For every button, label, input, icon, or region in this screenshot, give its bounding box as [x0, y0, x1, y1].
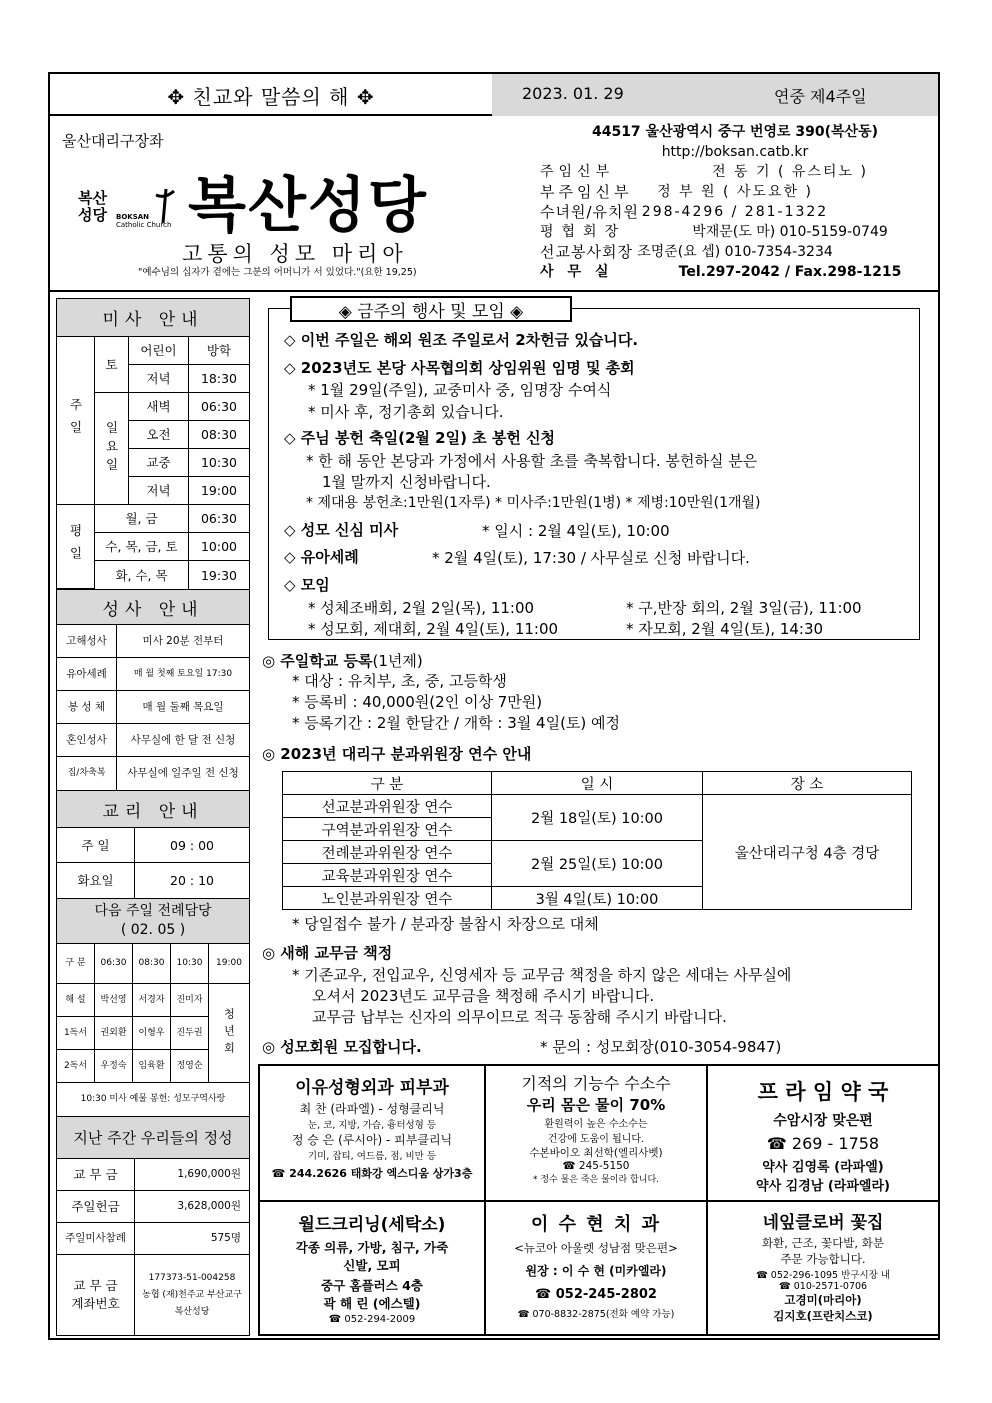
event-line: * 제대용 봉헌초:1만원(1자루) * 미사주:1만원(1병) * 제병:10만원(1개월) [306, 495, 761, 511]
liturgical-week: 연중 제4주일 [774, 87, 867, 106]
catechism-time: 20 : 10 [170, 873, 214, 888]
sacrament-info: 사무실에 한 달 전 신청 [117, 724, 249, 757]
mass-slot: 교중 [129, 449, 189, 477]
event-line: ◇ 모임 [284, 576, 330, 594]
address: 44517 울산광역시 중구 번영로 390(복산동) [591, 124, 879, 140]
account-label: 교 무 금 계좌번호 [57, 1255, 135, 1335]
sunday-label: 주일 [57, 337, 95, 505]
training-table: 구 분 일 시 장 소 선교분과위원장 연수 2월 18일(토) 10:00 울산대리구청 4층 경당 구역분과위원장 연수 전례분과위원장 연수 2월 25일(토) 10:00 교육분과위원장 연수 노인분과위원장 연수 3월 4일(토) 10:00 [282, 771, 912, 910]
account-info: 177373-51-004258 농협 (재)천주교 부산교구 복산성당 [142, 1272, 242, 1317]
liturgy-title: 다음 주일 전례담당 ( 02. 05 ) [57, 898, 249, 944]
tithe-title: ◎ 새해 교무금 책정 [262, 944, 393, 962]
offering-amount: 575명 [135, 1223, 249, 1255]
ad-florist: 네잎클로버 꽃집 화환, 근조, 꽃다발, 화분 주문 가능합니다. ☎ 052-296-1095 반구시장 내 ☎ 010-2571-0706 고경미(마리아) 김지호(프란치스코) [755, 1213, 891, 1323]
recruit-title: ◎ 성모회원 모집합니다. [262, 1038, 422, 1056]
event-line: * 1월 29일(주일), 교중미사 중, 임명장 수여식 [308, 381, 612, 399]
liturgy-head: 06:30 [95, 944, 133, 984]
contact-row: 평협회장 박재문(도 마) 010-5159-0749 [540, 224, 888, 240]
event-line: * 한 해 동안 본당과 가정에서 사용할 초를 축복합니다. 봉헌하실 분은 [306, 452, 758, 470]
mass-slot: 어린이 [129, 337, 189, 365]
catechism-time: 09 : 00 [135, 828, 249, 863]
mass-time: 방학 [189, 337, 249, 365]
event-line: * 성체조배회, 2월 2일(목), 11:00 [308, 599, 535, 617]
weekday-label: 평일 [57, 505, 95, 589]
training-row: 선교분과위원장 연수 [283, 795, 492, 818]
liturgy-person: 서경자 [133, 984, 171, 1017]
event-line: * 일시 : 2월 4일(토), 10:00 [482, 522, 670, 540]
mass-slot: 오전 [129, 421, 189, 449]
event-line: * 미사 후, 정기총회 있습니다. [308, 403, 504, 421]
patron-saint: 고통의 성모 마리아 [182, 242, 408, 266]
sacrament-name: 집/차축복 [57, 757, 117, 790]
ad-pharmacy: 프 라 임 약 국 수암시장 맞은편 ☎ 269 - 1758 약사 김영록 (라파엘) 약사 김경남 (라파엘라) [708, 1066, 938, 1202]
liturgy-note: 10:30 미사 예물 봉헌: 성모구역사랑 [57, 1083, 249, 1117]
sun-label: 일요일 [95, 393, 129, 505]
mass-time: 19:00 [189, 477, 249, 505]
parish-title: 복산성당 [188, 171, 428, 241]
left-column [56, 298, 250, 1336]
logo-korean: 복산 성당 [78, 189, 107, 224]
sat-label: 토 [95, 337, 129, 393]
liturgy-head: 08:30 [133, 944, 171, 984]
events-title: ◈ 금주의 행사 및 모임 ◈ [290, 296, 572, 322]
liturgy-role: 2독서 [57, 1050, 95, 1083]
ad-water: 기적의 기능수 수소수 우리 몸은 물이 70% 환원력이 높은 수소수는 건강에 도움이 됩니다. 수본바이오 최선학(엘리사벳) ☎ 245-5150 * 정수 물은 죽은 물이라 합니다. [486, 1066, 708, 1202]
event-line: ◇ 성모 신심 미사 [284, 521, 399, 539]
sunday-school-title: ◎ 주일학교 등록(1년제) [262, 652, 423, 670]
training-note: * 당일접수 불가 / 분과장 불참시 차장으로 대체 [292, 915, 599, 933]
sacrament-name: 봉 성 체 [57, 691, 117, 724]
event-line: ◇ 주님 봉헌 축일(2월 2일) 초 봉헌 신청 [284, 429, 556, 447]
recruit-contact: * 문의 : 성모회장(010-3054-9847) [540, 1038, 782, 1056]
training-row: 구역분과위원장 연수 [283, 818, 492, 841]
liturgy-head: 10:30 [171, 944, 209, 984]
ads-grid [258, 1064, 940, 1336]
diocese-label: 울산대리구장좌 [62, 132, 164, 150]
contact-row: 선교봉사회장 조명준(요 셉) 010-7354-3234 [540, 243, 833, 261]
mass-time: 10:00 [189, 533, 249, 561]
sunday-school-line: * 등록기간 : 2월 한달간 / 개학 : 3월 4일(토) 예정 [292, 714, 621, 732]
training-row: 교육분과위원장 연수 [283, 864, 492, 887]
sacrament-info: 사무실에 일주일 전 신청 [127, 767, 239, 779]
liturgy-role: 1독서 [57, 1017, 95, 1050]
mass-slot: 새벽 [129, 393, 189, 421]
training-row: 노인분과위원장 연수 [283, 887, 492, 910]
mass-slot: 화, 수, 목 [95, 561, 189, 589]
training-title: ◎ 2023년 대리구 분과위원장 연수 안내 [262, 745, 532, 763]
contact-row: 수녀원/유치원 298-4296 / 281-1322 [540, 203, 829, 221]
liturgy-person: 임육환 [133, 1050, 171, 1083]
event-line: 1월 말까지 신청바랍니다. [322, 473, 491, 491]
sunday-school-line: * 등록비 : 40,000원(2인 이상 7만원) [292, 693, 543, 711]
masthead-divider [50, 290, 938, 292]
sacrament-info: 미사 20분 전부터 [117, 625, 249, 658]
event-line: * 성모회, 제대회, 2월 4일(토), 11:00 [308, 620, 559, 638]
date-box [492, 74, 938, 116]
mass-slot: 수, 목, 금, 토 [95, 533, 189, 561]
mass-title: 미사 안내 [57, 299, 249, 337]
offering-title: 지난 주간 우리들의 정성 [57, 1117, 249, 1159]
tithe-line: 교무금 납부는 신자의 의무이므로 적극 동참해 주시기 바랍니다. [312, 1008, 727, 1026]
motto: ✥ 친교와 말씀의 해 ✥ [167, 84, 375, 109]
catechism-day: 화요일 [57, 863, 135, 898]
event-line: * 구,반장 회의, 2월 3일(금), 11:00 [626, 599, 862, 617]
event-line: * 자모회, 2월 4일(토), 14:30 [626, 620, 824, 638]
sacrament-info: 매 월 둘째 목요일 [117, 691, 249, 724]
ad-clinic: 이유성형외과 피부과 최 찬 (라파엘) - 성형클리닉 눈, 코, 지방, 가슴, 흉터성형 등 정 승 은 (루시아) - 피부클리닉 기미, 잡티, 여드름, 점, 비만 등 ☎ 244.2626 태화강 엑스디움 상가3층 [260, 1066, 486, 1202]
sacrament-name: 혼인성사 [57, 724, 117, 757]
offering-label: 주일헌금 [57, 1191, 135, 1223]
liturgy-person: 우정숙 [95, 1050, 133, 1083]
sacrament-title: 성사 안내 [57, 589, 249, 625]
liturgy-person: 정영순 [171, 1050, 209, 1083]
event-line: * 2월 4일(토), 17:30 / 사무실로 신청 바랍니다. [432, 549, 750, 567]
liturgy-person: 진두권 [171, 1017, 209, 1050]
liturgy-person: 진미자 [171, 984, 209, 1017]
offering-label: 주일미사참례 [57, 1223, 135, 1255]
youth-group: 청년회 [209, 984, 249, 1083]
liturgy-head: 19:00 [209, 944, 249, 984]
catechism-day: 주 일 [57, 828, 135, 863]
mass-slot: 월, 금 [95, 505, 189, 533]
sacrament-name: 고해성사 [57, 625, 117, 658]
liturgy-person: 이형우 [133, 1017, 171, 1050]
sacrament-name: 유아세례 [57, 658, 117, 691]
ad-laundry: 월드크리닝(세탁소) 각종 의류, 가방, 침구, 가죽 신발, 모피 중구 홈플러스 4층 곽 해 린 (에스텔) ☎ 052-294-2009 [260, 1202, 486, 1334]
mass-time: 19:30 [200, 567, 238, 583]
mass-time: 18:30 [189, 365, 249, 393]
event-line: ◇ 유아세례 [284, 548, 359, 566]
bulletin-date: 2023. 01. 29 [522, 84, 624, 103]
logo-english: BOKSAN Catholic Church [116, 213, 172, 229]
event-line: ◇ 이번 주일은 해외 원조 주일로서 2차헌금 있습니다. [284, 331, 639, 349]
mass-slot: 저녁 [129, 365, 189, 393]
cross-icon [148, 185, 182, 229]
mass-time: 06:30 [189, 393, 249, 421]
website-link[interactable]: http://boksan.catb.kr [661, 144, 809, 160]
contact-row: 부주임신부 정 부 원 ( 사도요한 ) [540, 183, 813, 201]
ad-dental: 이 수 현 치 과 <뉴코아 아울렛 성남점 맞은편> 원장 : 이 수 현 (미카엘라) ☎ 052-245-2802 ☎ 070-8832-2875(전화 예약 가능) [486, 1202, 708, 1334]
sunday-school-line: * 대상 : 유치부, 초, 중, 고등학생 [292, 672, 507, 690]
offering-amount: 3,628,000원 [135, 1191, 249, 1223]
contact-row: 사무실 Tel.297-2042 / Fax.298-1215 [540, 264, 902, 280]
tithe-line: * 기존교우, 전입교우, 신영세자 등 교무금 책정을 하지 않은 세대는 사무실에 [292, 966, 792, 984]
liturgy-head: 구 분 [57, 944, 95, 984]
training-row: 전례분과위원장 연수 [283, 841, 492, 864]
mass-time: 10:30 [189, 449, 249, 477]
event-line: ◇ 2023년도 본당 사목협의회 상임위원 임명 및 총회 [284, 359, 635, 377]
contact-block [540, 122, 930, 282]
offering-amount: 1,690,000원 [135, 1159, 249, 1191]
contact-row: 주임신부 전 동 기 ( 유스티노 ) [540, 164, 868, 180]
mass-slot: 저녁 [129, 477, 189, 505]
mass-time: 08:30 [189, 421, 249, 449]
catechism-title: 교리 안내 [57, 790, 249, 828]
mass-time: 06:30 [189, 505, 249, 533]
offering-label: 교 무 금 [57, 1159, 135, 1191]
sacrament-info: 매 월 첫째 토요일 17:30 [117, 658, 249, 691]
liturgy-person: 권외환 [95, 1017, 133, 1050]
bible-quote: "예수님의 십자가 곁에는 그분의 어머니가 서 있었다."(요한 19,25) [138, 267, 417, 278]
liturgy-person: 박선영 [95, 984, 133, 1017]
tithe-line: 오셔서 2023년도 교무금을 책정해 주시기 바랍니다. [312, 987, 655, 1005]
liturgy-role: 해 설 [57, 984, 95, 1017]
